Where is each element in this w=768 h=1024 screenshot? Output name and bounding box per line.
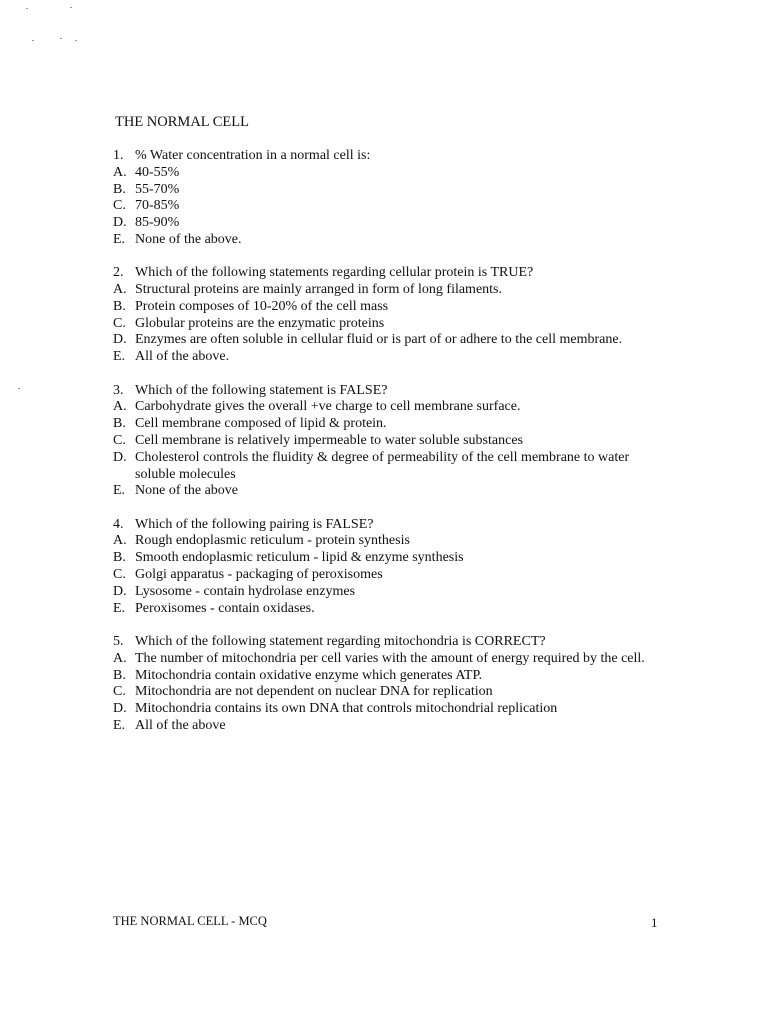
option-text: Mitochondria contains its own DNA that controls mitochondrial replication: [135, 701, 558, 717]
option-text: Peroxisomes - contain oxidases.: [135, 600, 315, 616]
option-letter: A.: [113, 399, 127, 415]
answer-option: [113, 416, 673, 433]
option-text: 40-55%: [135, 164, 180, 180]
question-stem-line: [113, 383, 673, 400]
answer-option: [113, 651, 673, 668]
answer-option: [113, 299, 673, 316]
page-number: 1: [651, 915, 658, 930]
option-text: Enzymes are often soluble in cellular fluid or is part of or adhere to the cell membrane.: [135, 332, 623, 348]
answer-option: [113, 349, 673, 366]
answer-option: [113, 718, 673, 735]
option-text: Golgi apparatus - packaging of peroxisomes: [135, 567, 383, 583]
question-number: 3.: [113, 382, 124, 398]
option-letter: D.: [113, 215, 127, 231]
option-letter: E.: [113, 349, 126, 365]
option-letter: C.: [113, 198, 126, 214]
option-letter: A.: [113, 282, 127, 298]
option-letter: B.: [113, 181, 126, 197]
answer-option: [113, 316, 673, 333]
option-text: Globular proteins are the enzymatic proteins: [135, 315, 385, 331]
question-stem: Which of the following statements regarding cellular protein is TRUE?: [135, 265, 534, 281]
option-text: Cell membrane is relatively impermeable to water soluble substances: [135, 432, 523, 448]
question-stem: Which of the following statement regarding mitochondria is CORRECT?: [135, 633, 546, 649]
answer-option: [113, 182, 673, 199]
question-number: 2.: [113, 265, 124, 281]
question-stem-line: [113, 148, 673, 165]
question-stem-line: [113, 265, 673, 282]
option-text: Rough endoplasmic reticulum - protein synthesis: [135, 533, 410, 549]
option-text: Lysosome - contain hydrolase enzymes: [135, 583, 356, 599]
answer-option: [113, 567, 673, 584]
option-letter: D.: [113, 332, 127, 348]
answer-option: [113, 450, 673, 484]
scan-speck: [75, 40, 77, 41]
option-text: All of the above.: [135, 349, 230, 365]
question-number: 1.: [113, 148, 124, 163]
scan-speck: [32, 40, 34, 41]
option-text: 55-70%: [135, 181, 180, 197]
option-letter: E.: [113, 717, 126, 733]
option-letter: C.: [113, 684, 126, 700]
answer-option: [113, 399, 673, 416]
question-stem-line: [113, 517, 673, 534]
option-text: Structural proteins are mainly arranged in form of long filaments.: [135, 282, 503, 298]
option-letter: C.: [113, 315, 126, 331]
question-block: [113, 517, 673, 618]
scan-speck: [18, 388, 20, 389]
question-list: [113, 148, 673, 751]
option-text: None of the above: [135, 483, 239, 499]
answer-option: [113, 282, 673, 299]
option-letter: D.: [113, 449, 127, 465]
answer-option: [113, 584, 673, 601]
answer-option: [113, 232, 673, 249]
option-text: Smooth endoplasmic reticulum - lipid & enzyme synthesis: [135, 550, 464, 566]
option-text: None of the above.: [135, 231, 242, 247]
option-text: Mitochondria contain oxidative enzyme which generates ATP.: [135, 667, 483, 683]
option-letter: B.: [113, 298, 126, 314]
option-letter: A.: [113, 650, 127, 666]
option-text: All of the above: [135, 717, 226, 733]
option-letter: A.: [113, 164, 127, 180]
option-text: Mitochondria are not dependent on nuclear DNA for replication: [135, 684, 493, 700]
question-stem-line: [113, 634, 673, 651]
option-text: Cell membrane composed of lipid & protein.: [135, 416, 387, 432]
footer-title: THE NORMAL CELL - MCQ: [113, 914, 267, 928]
answer-option: [113, 433, 673, 450]
option-letter: D.: [113, 583, 127, 599]
scan-speck: [70, 7, 72, 8]
scan-speck: [26, 8, 28, 9]
answer-option: [113, 165, 673, 182]
option-text: 85-90%: [135, 215, 180, 231]
option-letter: B.: [113, 416, 126, 432]
option-text: Protein composes of 10-20% of the cell mass: [135, 298, 389, 314]
question-block: [113, 383, 673, 501]
option-letter: B.: [113, 667, 126, 683]
answer-option: [113, 215, 673, 232]
option-letter: E.: [113, 600, 126, 616]
question-stem: Which of the following statement is FALSE?: [135, 382, 388, 398]
answer-option: [113, 684, 673, 701]
question-stem: % Water concentration in a normal cell is:: [135, 148, 371, 163]
option-text: 70-85%: [135, 198, 180, 214]
option-letter: C.: [113, 567, 126, 583]
question-number: 4.: [113, 516, 124, 532]
document-title: THE NORMAL CELL: [115, 114, 249, 130]
option-letter: A.: [113, 533, 127, 549]
question-block: [113, 634, 673, 735]
option-letter: C.: [113, 432, 126, 448]
answer-option: [113, 701, 673, 718]
question-block: [113, 265, 673, 366]
question-number: 5.: [113, 633, 124, 649]
option-letter: E.: [113, 231, 126, 247]
answer-option: [113, 198, 673, 215]
option-letter: B.: [113, 550, 126, 566]
answer-option: [113, 533, 673, 550]
option-text: The number of mitochondria per cell varies with the amount of energy required by the cell.: [135, 650, 645, 666]
answer-option: [113, 601, 673, 618]
option-letter: E.: [113, 483, 126, 499]
answer-option: [113, 332, 673, 349]
question-block: [113, 148, 673, 249]
answer-option: [113, 483, 673, 500]
option-text: Carbohydrate gives the overall +ve charge to cell membrane surface.: [135, 399, 521, 415]
option-letter: D.: [113, 701, 127, 717]
question-stem: Which of the following pairing is FALSE?: [135, 516, 374, 532]
answer-option: [113, 550, 673, 567]
scan-speck: [60, 38, 62, 39]
option-text: Cholesterol controls the fluidity & degree of permeability of the cell membrane to water soluble molecules: [135, 449, 630, 482]
answer-option: [113, 668, 673, 685]
